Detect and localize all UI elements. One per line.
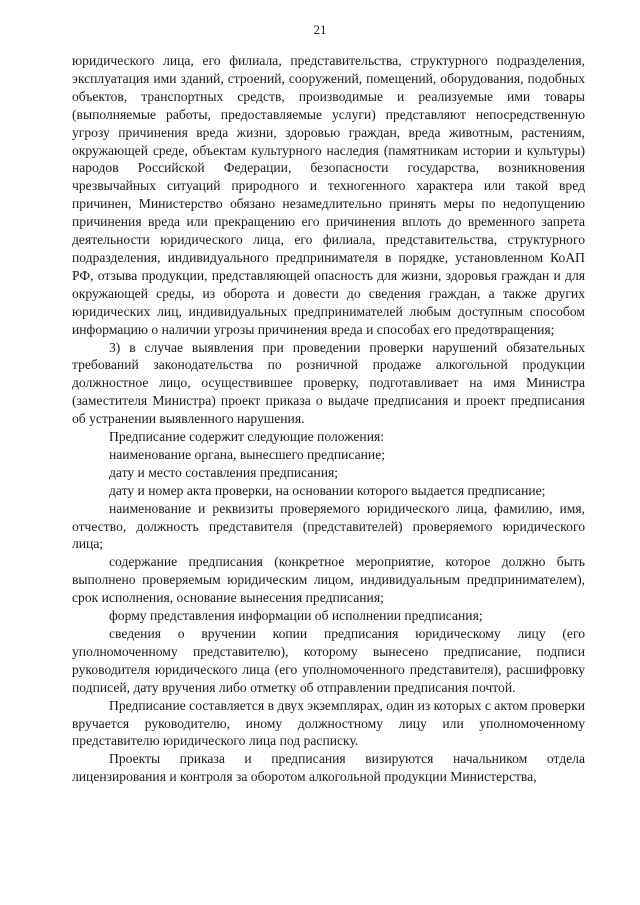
list-item-authority-name: наименование органа, вынесшего предписание; (109, 446, 386, 462)
list-item-entity-details: наименование и реквизиты проверяемого юридического лица, фамилию, имя, отчество, должность представителя (представителей) проверяемого юридического лица; (72, 500, 585, 552)
list-item-date-place: дату и место составления предписания; (109, 464, 338, 480)
paragraph-two-copies: Предписание составляется в двух экземплярах, один из которых с актом проверки вручается руководителю, иному должностному лицу или уполномоченному представителю юридического лица под расписку. (72, 697, 585, 749)
paragraph-threat-measures: юридического лица, его филиала, представительства, структурного подразделения, эксплуатация ими зданий, строений, сооружений, помещений, оборудования, подобных объектов, транспортных средств, производимые и реализуемые ими товары (выполняемые работы, предоставляемые услуги) представляют непосредственную угрозу причинения вреда жизни, здоровью граждан, вреда животным, растениям, окружающей среде, объектам культурного наследия (памятникам истории и культуры) народов Российской Федерации, безопасности государства, возникновения чрезвычайных ситуаций природного и техногенного характера или такой вред причинен, Министерство обязано незамедлительно принять меры по недопущению причинения вреда или прекращению его причинения вплоть до временного запрета деятельности юридического лица, его филиала, представительства, структурного подразделения, индивидуального предпринимателя в порядке, установленном КоАП РФ, отзыва продукции, представляющей опасность для жизни, здоровья граждан и для окружающей среды, из оборота и довести до сведения граждан, а также других юридических лиц, индивидуальных предпринимателей любым доступным способом информацию о наличии угрозы причинения вреда и способах его предотвращения; (72, 53, 585, 337)
paragraph-item-3: 3) в случае выявления при проведении проверки нарушений обязательных требований законодательства по розничной продаже алкогольной продукции должностное лицо, осуществившее проверку, подготавливает на имя Министра (заместителя Министра) проект приказа о выдаче предписания и проект предписания об устранении выявленного нарушения. (72, 339, 585, 427)
paragraph-approval: Проекты приказа и предписания визируются начальником отдела лицензирования и контроля за оборотом алкогольной продукции Министерства, (72, 751, 585, 785)
list-item-delivery-info: сведения о вручении копии предписания юридическому лицу (его уполномоченному представителю), которому вынесено предписание, подписи руководителя юридического лица (его уполномоченного представителя), расшифровку подписей, дату вручения либо отметку об отправлении предписания почтой. (72, 626, 585, 695)
paragraph-order-contents: Предписание содержит следующие положения: (109, 429, 385, 445)
document-body (72, 52, 585, 786)
list-item-inspection-act: дату и номер акта проверки, на основании которого выдается предписание; (109, 482, 546, 498)
page-number: 21 (313, 22, 327, 37)
list-item-order-content: содержание предписания (конкретное мероприятие, которое должно быть выполнено проверяемым юридическим лицом, индивидуальным предпринимателем), срок исполнения, основание вынесения предписания; (72, 554, 585, 606)
list-item-report-form: форму представления информации об исполнении предписания; (109, 608, 483, 624)
